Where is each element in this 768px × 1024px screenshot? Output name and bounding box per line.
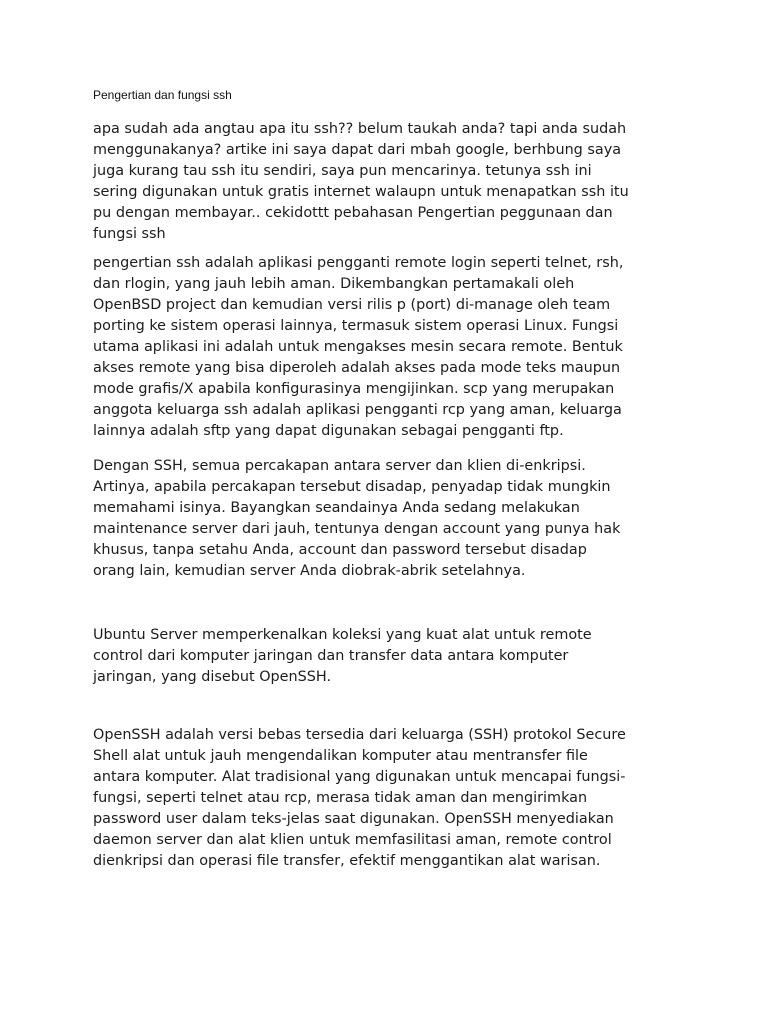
paragraph-definition: pengertian ssh adalah aplikasi pengganti remote login seperti telnet, rsh, dan rlogin, yang jauh lebih aman. Dikembangkan pertamakali oleh OpenBSD project dan kemudian versi rilis p (port) di-manage oleh team porting ke sistem operasi lainnya, termasuk sistem operasi Linux. Fungsi utama aplikasi ini adalah untuk mengakses mesin secara remote. Bentuk akses remote yang bisa diperoleh adalah akses pada mode teks maupun mode grafis/X apabila konfigurasinya mengijinkan. scp yang merupakan anggota keluarga ssh adalah aplikasi pengganti rcp yang aman, keluarga lainnya adalah sftp yang dapat digunakan sebagai pengganti ftp.: [93, 255, 624, 439]
paragraph-intro: apa sudah ada angtau apa itu ssh?? belum taukah anda? tapi anda sudah menggunakanya? artike ini saya dapat dari mbah google, berhbung saya juga kurang tau ssh itu sendiri, saya pun mencarinya. tetunya ssh ini sering digunakan untuk gratis internet walaupn untuk menapatkan ssh itu pu dengan membayar.. cekidottt pebahasan Pengertian peggunaan dan fungsi ssh: [93, 121, 629, 242]
paragraph-encryption: Dengan SSH, semua percakapan antara server dan klien di-enkripsi. Artinya, apabila percakapan tersebut disadap, penyadap tidak mungkin memahami isinya. Bayangkan seandainya Anda sedang melakukan maintenance server dari jauh, tentunya dengan account yang punya hak khusus, tanpa setahu Anda, account dan password tersebut disadap orang lain, kemudian server Anda diobrak-abrik setelahnya.: [93, 458, 621, 579]
paragraph-ubuntu-server: Ubuntu Server memperkenalkan koleksi yang kuat alat untuk remote control dari komputer jaringan dan transfer data antara komputer jaringan, yang disebut OpenSSH.: [93, 627, 592, 685]
paragraph-openssh: OpenSSH adalah versi bebas tersedia dari keluarga (SSH) protokol Secure Shell alat untuk jauh mengendalikan komputer atau mentransfer file antara komputer. Alat tradisional yang digunakan untuk mencapai fungsi- fungsi, seperti telnet atau rcp, merasa tidak aman dan mengirimkan password user dalam teks-jelas saat digunakan. OpenSSH menyediakan daemon server dan alat klien untuk memfasilitasi aman, remote control dienkripsi dan operasi file transfer, efektif menggantikan alat warisan.: [93, 727, 626, 869]
document-title: Pengertian dan fungsi ssh: [93, 88, 232, 102]
